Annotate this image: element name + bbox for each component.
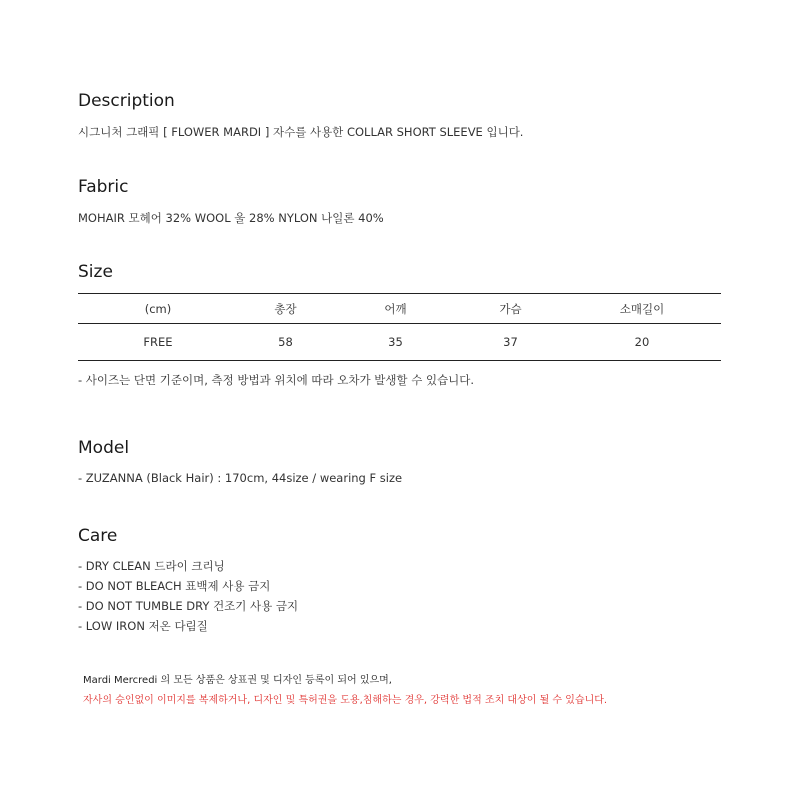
size-cell-length: 58 [278,335,293,349]
size-note: - 사이즈는 단면 기준이며, 측정 방법과 위치에 따라 오차가 발생할 수 있습니다. [78,373,475,387]
size-cell-sleeve: 20 [634,335,650,349]
size-cell-shoulder: 35 [388,335,403,349]
copyright-notice: Mardi Mercredi 의 모든 상품은 상표권 및 디자인 등록이 되어 있으며, [83,675,392,686]
fabric-text: MOHAIR 모헤어 32% WOOL 울 28% NYLON 나일론 40% [78,211,384,225]
description-heading: Description [78,91,175,111]
fabric-heading: Fabric [78,177,129,197]
care-item-dry-clean: - DRY CLEAN 드라이 크리닝 [78,559,225,573]
copyright-warning: 자사의 승인없이 이미지를 복제하거나, 디자인 및 특허권을 도용,침해하는 경우, 강력한 법적 조치 대상이 될 수 있습니다. [83,695,608,706]
care-item-low-iron: - LOW IRON 저온 다림질 [78,619,208,633]
size-table-header-row [78,294,721,324]
description-text: 시그니처 그래픽 [ FLOWER MARDI ] 자수를 사용한 COLLAR SHORT SLEEVE 입니다. [78,125,524,139]
size-heading: Size [78,262,113,282]
size-table [78,293,721,361]
size-col-header-shoulder: 어깨 [384,301,407,316]
size-col-header-length: 총장 [274,301,297,316]
care-heading: Care [78,526,118,546]
model-heading: Model [78,438,130,458]
size-col-header-unit: (cm) [144,301,172,316]
table-row [78,324,721,360]
size-cell-name: FREE [143,335,173,349]
care-item-no-bleach: - DO NOT BLEACH 표백제 사용 금지 [78,579,271,593]
size-cell-chest: 37 [503,335,518,349]
size-col-header-chest: 가슴 [499,301,522,316]
size-col-header-sleeve: 소매길이 [619,301,665,316]
model-text: - ZUZANNA (Black Hair) : 170cm, 44size / wearing F size [78,471,403,485]
care-item-no-tumble-dry: - DO NOT TUMBLE DRY 건조기 사용 금지 [78,599,299,613]
